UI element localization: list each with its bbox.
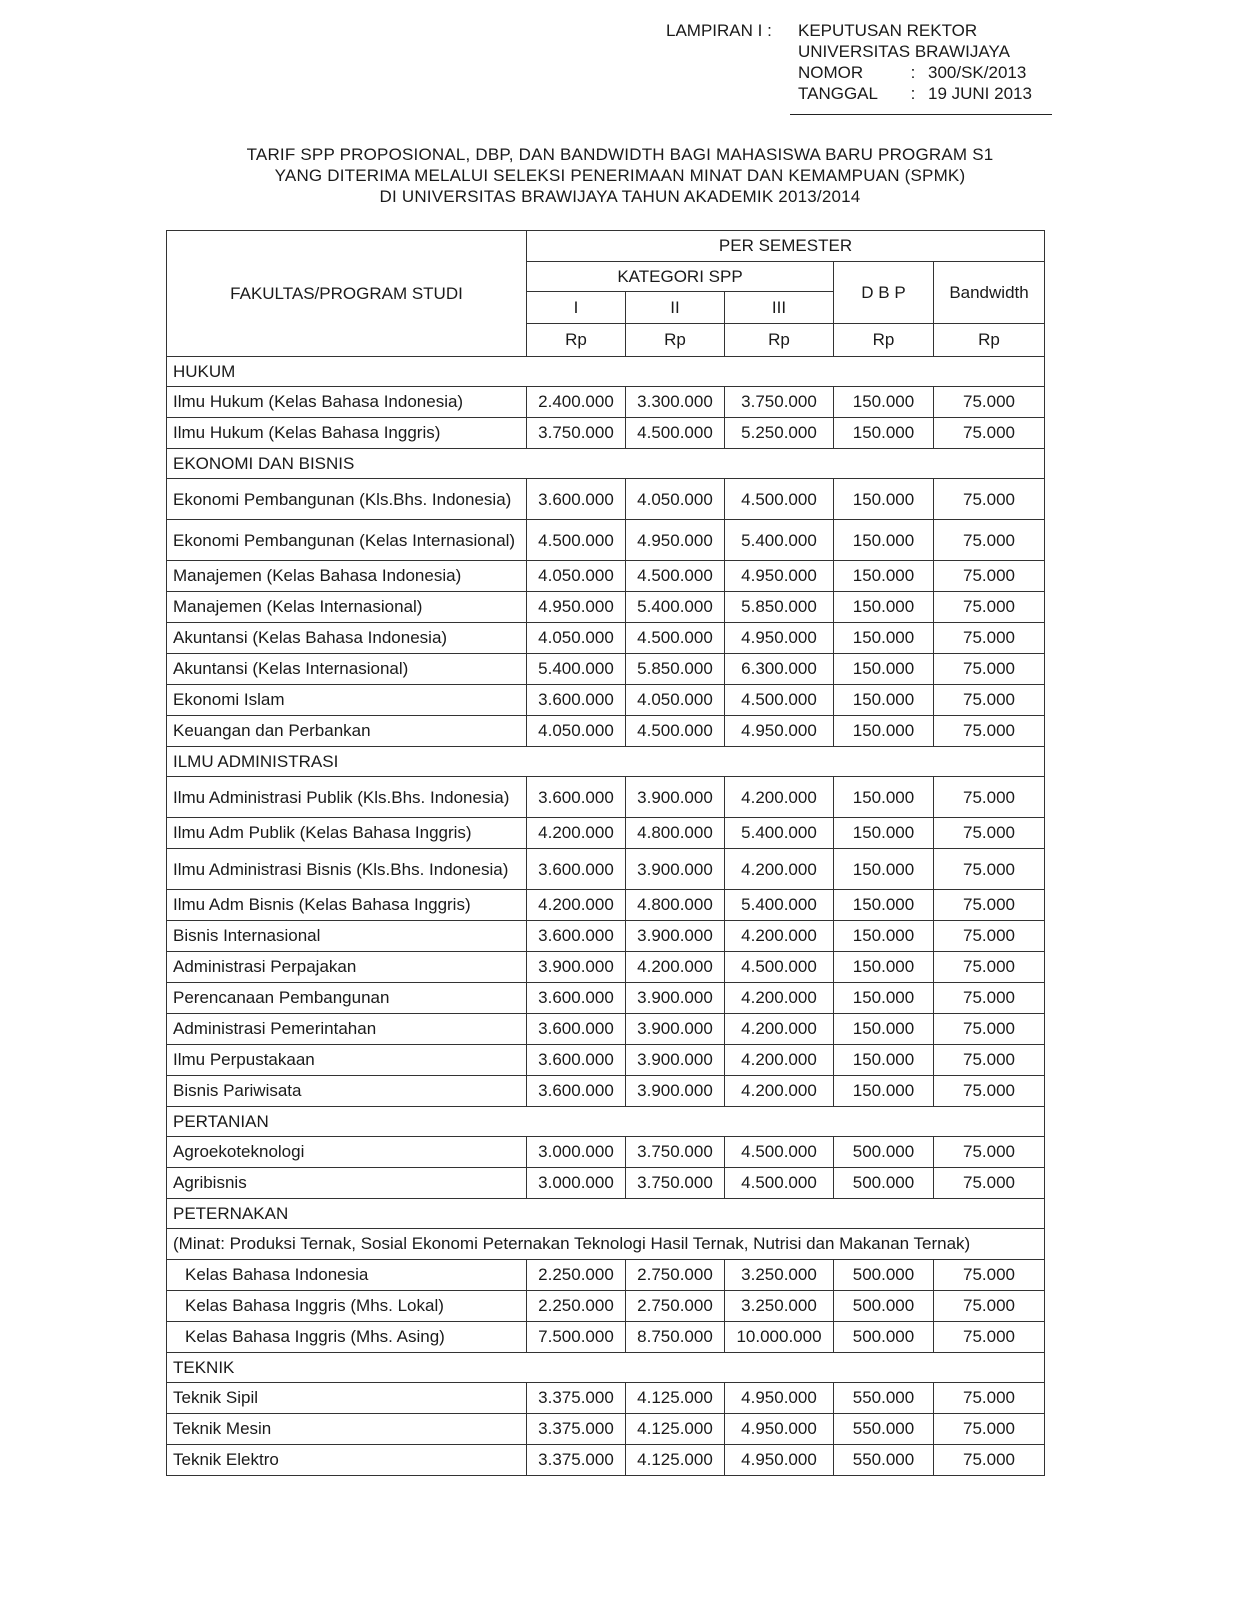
program-name: Ilmu Hukum (Kelas Bahasa Indonesia) bbox=[167, 387, 527, 418]
table-row bbox=[167, 1045, 1045, 1076]
dbp-cell: 150.000 bbox=[834, 921, 934, 952]
section-row bbox=[167, 1107, 1045, 1137]
program-column-header: FAKULTAS/PROGRAM STUDI bbox=[167, 231, 527, 357]
spp-category-3-cell: 4.500.000 bbox=[725, 952, 834, 983]
spp-category-1-cell: 3.375.000 bbox=[527, 1383, 626, 1414]
nomor-value: 300/SK/2013 bbox=[928, 63, 1027, 82]
table-row bbox=[167, 1014, 1045, 1045]
table-row bbox=[167, 654, 1045, 685]
spp-category-2-cell: 3.900.000 bbox=[626, 777, 725, 818]
section-name: ILMU ADMINISTRASI bbox=[167, 747, 1045, 777]
spp-category-1-cell: 3.750.000 bbox=[527, 418, 626, 449]
dbp-cell: 150.000 bbox=[834, 1045, 934, 1076]
dbp-header: D B P bbox=[834, 262, 934, 324]
spp-category-2-cell: 3.900.000 bbox=[626, 1014, 725, 1045]
section-row bbox=[167, 747, 1045, 777]
lampiran-label: LAMPIRAN I : bbox=[666, 21, 772, 40]
spp-category-1-cell: 3.375.000 bbox=[527, 1445, 626, 1476]
spp-category-2-cell: 4.500.000 bbox=[626, 561, 725, 592]
dbp-cell: 500.000 bbox=[834, 1260, 934, 1291]
table-row bbox=[167, 592, 1045, 623]
spp-category-2-cell: 2.750.000 bbox=[626, 1260, 725, 1291]
spp-category-3-cell: 3.750.000 bbox=[725, 387, 834, 418]
kategori-spp-header: KATEGORI SPP bbox=[527, 262, 834, 292]
bandwidth-cell: 75.000 bbox=[934, 561, 1045, 592]
spp-category-1-cell: 7.500.000 bbox=[527, 1322, 626, 1353]
dbp-cell: 150.000 bbox=[834, 952, 934, 983]
tanggal-value: 19 JUNI 2013 bbox=[928, 84, 1032, 103]
table-row bbox=[167, 849, 1045, 890]
bandwidth-cell: 75.000 bbox=[934, 952, 1045, 983]
spp-category-3-cell: 4.950.000 bbox=[725, 1445, 834, 1476]
dbp-cell: 150.000 bbox=[834, 685, 934, 716]
table-row bbox=[167, 1414, 1045, 1445]
spp-category-2-cell: 4.125.000 bbox=[626, 1414, 725, 1445]
spp-category-1-cell: 3.375.000 bbox=[527, 1414, 626, 1445]
dbp-cell: 150.000 bbox=[834, 623, 934, 654]
bandwidth-cell: 75.000 bbox=[934, 1014, 1045, 1045]
spp-category-3-cell: 4.200.000 bbox=[725, 1014, 834, 1045]
table-row bbox=[167, 1260, 1045, 1291]
decree-attachment-header: LAMPIRAN I : KEPUTUSAN REKTOR UNIVERSITAS BRAWIJAYA NOMOR : 300/SK/2013 TANGGAL : 19 JUNI 2013 bbox=[666, 20, 1032, 104]
currency-header: Rp bbox=[725, 324, 834, 357]
bandwidth-cell: 75.000 bbox=[934, 1137, 1045, 1168]
program-name: Kelas Bahasa Inggris (Mhs. Lokal) bbox=[167, 1291, 527, 1322]
spp-category-3-cell: 4.950.000 bbox=[725, 623, 834, 654]
bandwidth-cell: 75.000 bbox=[934, 716, 1045, 747]
program-name: Agribisnis bbox=[167, 1168, 527, 1199]
section-note-row bbox=[167, 1229, 1045, 1260]
program-name: Bisnis Pariwisata bbox=[167, 1076, 527, 1107]
program-name: Agroekoteknologi bbox=[167, 1137, 527, 1168]
spp-category-3-cell: 4.950.000 bbox=[725, 1414, 834, 1445]
spp-category-2-cell: 4.500.000 bbox=[626, 716, 725, 747]
spp-category-1-cell: 4.050.000 bbox=[527, 623, 626, 654]
spp-category-2-cell: 5.850.000 bbox=[626, 654, 725, 685]
spp-category-1-cell: 4.050.000 bbox=[527, 716, 626, 747]
program-name: Akuntansi (Kelas Bahasa Indonesia) bbox=[167, 623, 527, 654]
spp-category-2-cell: 3.900.000 bbox=[626, 1045, 725, 1076]
spp-category-3-cell: 4.200.000 bbox=[725, 921, 834, 952]
dbp-cell: 150.000 bbox=[834, 983, 934, 1014]
bandwidth-cell: 75.000 bbox=[934, 818, 1045, 849]
decree-line-2: UNIVERSITAS BRAWIJAYA bbox=[798, 42, 1010, 61]
bandwidth-header: Bandwidth bbox=[934, 262, 1045, 324]
spp-category-2-cell: 3.900.000 bbox=[626, 983, 725, 1014]
title-line-3: DI UNIVERSITAS BRAWIJAYA TAHUN AKADEMIK 2013/2014 bbox=[379, 187, 861, 206]
table-body bbox=[167, 357, 1045, 1476]
bandwidth-cell: 75.000 bbox=[934, 921, 1045, 952]
table-row bbox=[167, 520, 1045, 561]
dbp-cell: 150.000 bbox=[834, 716, 934, 747]
bandwidth-cell: 75.000 bbox=[934, 685, 1045, 716]
table-row bbox=[167, 716, 1045, 747]
spp-category-1-cell: 3.600.000 bbox=[527, 479, 626, 520]
bandwidth-cell: 75.000 bbox=[934, 1260, 1045, 1291]
dbp-cell: 150.000 bbox=[834, 520, 934, 561]
table-row bbox=[167, 561, 1045, 592]
dbp-cell: 150.000 bbox=[834, 387, 934, 418]
table-row bbox=[167, 1076, 1045, 1107]
table-row bbox=[167, 983, 1045, 1014]
bandwidth-cell: 75.000 bbox=[934, 418, 1045, 449]
program-name: Manajemen (Kelas Bahasa Indonesia) bbox=[167, 561, 527, 592]
table-row bbox=[167, 1291, 1045, 1322]
spp-category-3-cell: 4.200.000 bbox=[725, 849, 834, 890]
program-name: Manajemen (Kelas Internasional) bbox=[167, 592, 527, 623]
tanggal-label: TANGGAL bbox=[798, 84, 878, 103]
spp-category-2-cell: 3.750.000 bbox=[626, 1168, 725, 1199]
dbp-cell: 500.000 bbox=[834, 1291, 934, 1322]
spp-category-2-cell: 3.900.000 bbox=[626, 849, 725, 890]
spp-category-3-cell: 5.850.000 bbox=[725, 592, 834, 623]
section-name: TEKNIK bbox=[167, 1353, 1045, 1383]
section-row bbox=[167, 357, 1045, 387]
table-row bbox=[167, 1322, 1045, 1353]
spp-category-2-cell: 5.400.000 bbox=[626, 592, 725, 623]
dbp-cell: 500.000 bbox=[834, 1137, 934, 1168]
table-row bbox=[167, 623, 1045, 654]
section-row bbox=[167, 449, 1045, 479]
spp-category-3-cell: 3.250.000 bbox=[725, 1291, 834, 1322]
spp-category-3-cell: 4.200.000 bbox=[725, 983, 834, 1014]
table-row bbox=[167, 1137, 1045, 1168]
spp-category-3-cell: 4.200.000 bbox=[725, 777, 834, 818]
program-name: Teknik Mesin bbox=[167, 1414, 527, 1445]
spp-category-1-cell: 3.600.000 bbox=[527, 983, 626, 1014]
spp-category-2-cell: 3.900.000 bbox=[626, 921, 725, 952]
spp-category-2-cell: 4.800.000 bbox=[626, 890, 725, 921]
table-row bbox=[167, 1383, 1045, 1414]
spp-category-1-cell: 4.500.000 bbox=[527, 520, 626, 561]
spp-category-3-cell: 4.500.000 bbox=[725, 1137, 834, 1168]
bandwidth-cell: 75.000 bbox=[934, 1168, 1045, 1199]
spp-category-3-cell: 4.500.000 bbox=[725, 479, 834, 520]
spp-category-1-cell: 3.000.000 bbox=[527, 1168, 626, 1199]
bandwidth-cell: 75.000 bbox=[934, 1322, 1045, 1353]
spp-category-1-cell: 3.600.000 bbox=[527, 1076, 626, 1107]
spp-category-2-cell: 4.050.000 bbox=[626, 685, 725, 716]
per-semester-header: PER SEMESTER bbox=[527, 231, 1045, 262]
program-name: Teknik Elektro bbox=[167, 1445, 527, 1476]
section-name: HUKUM bbox=[167, 357, 1045, 387]
spp-category-1-cell: 4.950.000 bbox=[527, 592, 626, 623]
spp-category-3-cell: 5.250.000 bbox=[725, 418, 834, 449]
spp-category-3-cell: 4.500.000 bbox=[725, 1168, 834, 1199]
program-name: Administrasi Perpajakan bbox=[167, 952, 527, 983]
bandwidth-cell: 75.000 bbox=[934, 1076, 1045, 1107]
spp-category-3-cell: 4.200.000 bbox=[725, 1045, 834, 1076]
spp-category-1-cell: 3.600.000 bbox=[527, 777, 626, 818]
dbp-cell: 150.000 bbox=[834, 1014, 934, 1045]
spp-category-1-cell: 4.200.000 bbox=[527, 890, 626, 921]
bandwidth-cell: 75.000 bbox=[934, 654, 1045, 685]
program-name: Ekonomi Pembangunan (Kls.Bhs. Indonesia) bbox=[167, 479, 527, 520]
tuition-table bbox=[166, 230, 1045, 1476]
category-2-header: II bbox=[626, 292, 725, 324]
spp-category-1-cell: 3.900.000 bbox=[527, 952, 626, 983]
spp-category-2-cell: 4.200.000 bbox=[626, 952, 725, 983]
program-name: Administrasi Pemerintahan bbox=[167, 1014, 527, 1045]
section-name: PERTANIAN bbox=[167, 1107, 1045, 1137]
spp-category-2-cell: 4.125.000 bbox=[626, 1445, 725, 1476]
spp-category-2-cell: 3.300.000 bbox=[626, 387, 725, 418]
spp-category-3-cell: 6.300.000 bbox=[725, 654, 834, 685]
document-title bbox=[100, 144, 1140, 207]
program-name: Ilmu Administrasi Bisnis (Kls.Bhs. Indonesia) bbox=[167, 849, 527, 890]
program-name: Akuntansi (Kelas Internasional) bbox=[167, 654, 527, 685]
section-row bbox=[167, 1353, 1045, 1383]
program-name: Ilmu Administrasi Publik (Kls.Bhs. Indonesia) bbox=[167, 777, 527, 818]
currency-header: Rp bbox=[626, 324, 725, 357]
program-name: Keuangan dan Perbankan bbox=[167, 716, 527, 747]
spp-category-2-cell: 4.800.000 bbox=[626, 818, 725, 849]
section-name: PETERNAKAN bbox=[167, 1199, 1045, 1229]
table-row bbox=[167, 952, 1045, 983]
bandwidth-cell: 75.000 bbox=[934, 479, 1045, 520]
dbp-cell: 500.000 bbox=[834, 1168, 934, 1199]
dbp-cell: 150.000 bbox=[834, 561, 934, 592]
nomor-label: NOMOR bbox=[798, 63, 864, 82]
spp-category-2-cell: 2.750.000 bbox=[626, 1291, 725, 1322]
table-row bbox=[167, 418, 1045, 449]
bandwidth-cell: 75.000 bbox=[934, 1383, 1045, 1414]
program-name: Ilmu Adm Bisnis (Kelas Bahasa Inggris) bbox=[167, 890, 527, 921]
spp-category-1-cell: 5.400.000 bbox=[527, 654, 626, 685]
header-underline bbox=[790, 114, 1052, 115]
dbp-cell: 150.000 bbox=[834, 592, 934, 623]
table-row bbox=[167, 777, 1045, 818]
spp-category-1-cell: 3.600.000 bbox=[527, 1045, 626, 1076]
title-line-2: YANG DITERIMA MELALUI SELEKSI PENERIMAAN MINAT DAN KEMAMPUAN (SPMK) bbox=[274, 166, 966, 185]
dbp-cell: 550.000 bbox=[834, 1383, 934, 1414]
spp-category-2-cell: 4.950.000 bbox=[626, 520, 725, 561]
table-row bbox=[167, 921, 1045, 952]
table-row bbox=[167, 1445, 1045, 1476]
bandwidth-cell: 75.000 bbox=[934, 1414, 1045, 1445]
dbp-cell: 150.000 bbox=[834, 777, 934, 818]
dbp-cell: 150.000 bbox=[834, 1076, 934, 1107]
spp-category-3-cell: 10.000.000 bbox=[725, 1322, 834, 1353]
bandwidth-cell: 75.000 bbox=[934, 1445, 1045, 1476]
category-3-header: III bbox=[725, 292, 834, 324]
spp-category-1-cell: 3.600.000 bbox=[527, 1014, 626, 1045]
dbp-cell: 150.000 bbox=[834, 890, 934, 921]
program-name: Ekonomi Pembangunan (Kelas Internasional) bbox=[167, 520, 527, 561]
bandwidth-cell: 75.000 bbox=[934, 387, 1045, 418]
category-1-header: I bbox=[527, 292, 626, 324]
program-name: Ilmu Perpustakaan bbox=[167, 1045, 527, 1076]
dbp-cell: 150.000 bbox=[834, 849, 934, 890]
bandwidth-cell: 75.000 bbox=[934, 623, 1045, 654]
dbp-cell: 150.000 bbox=[834, 654, 934, 685]
spp-category-1-cell: 3.600.000 bbox=[527, 921, 626, 952]
dbp-cell: 550.000 bbox=[834, 1414, 934, 1445]
program-name: Teknik Sipil bbox=[167, 1383, 527, 1414]
spp-category-2-cell: 3.900.000 bbox=[626, 1076, 725, 1107]
spp-category-2-cell: 4.500.000 bbox=[626, 623, 725, 654]
table-row bbox=[167, 387, 1045, 418]
program-name: Kelas Bahasa Inggris (Mhs. Asing) bbox=[167, 1322, 527, 1353]
program-name: Ekonomi Islam bbox=[167, 685, 527, 716]
bandwidth-cell: 75.000 bbox=[934, 849, 1045, 890]
spp-category-3-cell: 4.500.000 bbox=[725, 685, 834, 716]
spp-category-2-cell: 8.750.000 bbox=[626, 1322, 725, 1353]
program-name: Ilmu Hukum (Kelas Bahasa Inggris) bbox=[167, 418, 527, 449]
title-line-1: TARIF SPP PROPOSIONAL, DBP, DAN BANDWIDTH BAGI MAHASISWA BARU PROGRAM S1 bbox=[246, 145, 994, 164]
spp-category-1-cell: 3.600.000 bbox=[527, 685, 626, 716]
table-row bbox=[167, 890, 1045, 921]
spp-category-3-cell: 5.400.000 bbox=[725, 520, 834, 561]
currency-header: Rp bbox=[527, 324, 626, 357]
currency-header: Rp bbox=[834, 324, 934, 357]
spp-category-1-cell: 2.400.000 bbox=[527, 387, 626, 418]
dbp-cell: 550.000 bbox=[834, 1445, 934, 1476]
dbp-cell: 150.000 bbox=[834, 479, 934, 520]
spp-category-3-cell: 5.400.000 bbox=[725, 890, 834, 921]
dbp-cell: 150.000 bbox=[834, 818, 934, 849]
spp-category-1-cell: 4.050.000 bbox=[527, 561, 626, 592]
bandwidth-cell: 75.000 bbox=[934, 1291, 1045, 1322]
spp-category-3-cell: 4.200.000 bbox=[725, 1076, 834, 1107]
spp-category-1-cell: 4.200.000 bbox=[527, 818, 626, 849]
program-name: Bisnis Internasional bbox=[167, 921, 527, 952]
spp-category-3-cell: 4.950.000 bbox=[725, 716, 834, 747]
spp-category-3-cell: 5.400.000 bbox=[725, 818, 834, 849]
spp-category-1-cell: 3.600.000 bbox=[527, 849, 626, 890]
spp-category-3-cell: 4.950.000 bbox=[725, 561, 834, 592]
dbp-cell: 500.000 bbox=[834, 1322, 934, 1353]
currency-header: Rp bbox=[934, 324, 1045, 357]
spp-category-2-cell: 4.500.000 bbox=[626, 418, 725, 449]
spp-category-1-cell: 2.250.000 bbox=[527, 1260, 626, 1291]
table-row bbox=[167, 818, 1045, 849]
table-row bbox=[167, 1168, 1045, 1199]
spp-category-1-cell: 3.000.000 bbox=[527, 1137, 626, 1168]
spp-category-2-cell: 4.125.000 bbox=[626, 1383, 725, 1414]
table-row bbox=[167, 479, 1045, 520]
program-name: Perencanaan Pembangunan bbox=[167, 983, 527, 1014]
spp-category-2-cell: 4.050.000 bbox=[626, 479, 725, 520]
bandwidth-cell: 75.000 bbox=[934, 890, 1045, 921]
spp-category-3-cell: 4.950.000 bbox=[725, 1383, 834, 1414]
bandwidth-cell: 75.000 bbox=[934, 983, 1045, 1014]
spp-category-3-cell: 3.250.000 bbox=[725, 1260, 834, 1291]
dbp-cell: 150.000 bbox=[834, 418, 934, 449]
bandwidth-cell: 75.000 bbox=[934, 520, 1045, 561]
program-name: Kelas Bahasa Indonesia bbox=[167, 1260, 527, 1291]
bandwidth-cell: 75.000 bbox=[934, 777, 1045, 818]
spp-category-1-cell: 2.250.000 bbox=[527, 1291, 626, 1322]
section-row bbox=[167, 1199, 1045, 1229]
section-note: (Minat: Produksi Ternak, Sosial Ekonomi Peternakan Teknologi Hasil Ternak, Nutrisi dan Makanan Ternak) bbox=[167, 1229, 1045, 1260]
bandwidth-cell: 75.000 bbox=[934, 592, 1045, 623]
bandwidth-cell: 75.000 bbox=[934, 1045, 1045, 1076]
spp-category-2-cell: 3.750.000 bbox=[626, 1137, 725, 1168]
program-name: Ilmu Adm Publik (Kelas Bahasa Inggris) bbox=[167, 818, 527, 849]
decree-line-1: KEPUTUSAN REKTOR bbox=[798, 21, 978, 40]
section-name: EKONOMI DAN BISNIS bbox=[167, 449, 1045, 479]
table-row bbox=[167, 685, 1045, 716]
